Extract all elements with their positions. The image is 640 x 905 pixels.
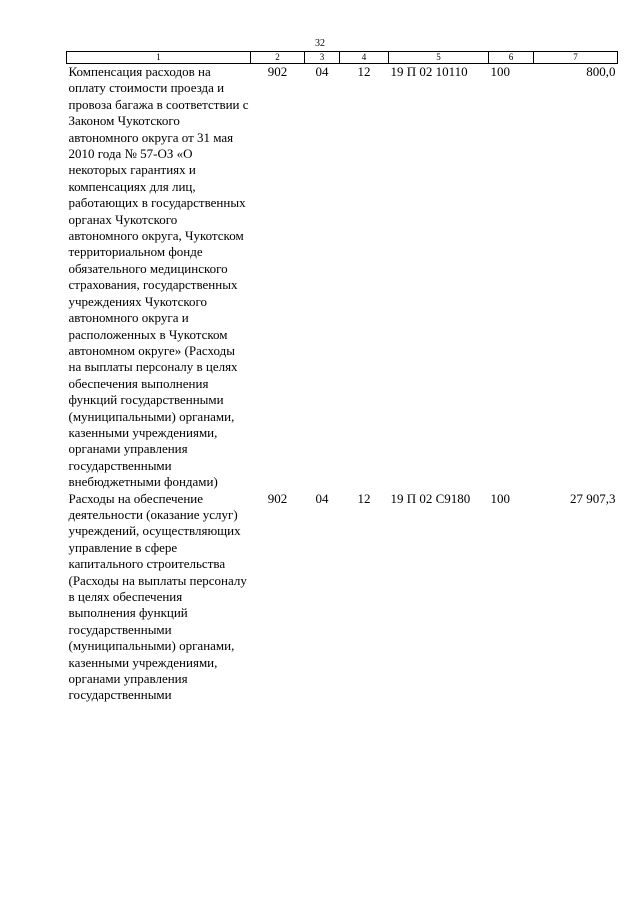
amount: 800,0 xyxy=(586,64,616,79)
expense-name: Компенсация расходов на оплату стоимости проезда и провоза багажа в соответствии с Законом Чукотского автономного округа от 31 мая 2010 года № 57-ОЗ «О некоторых гарантиях и компенсациях для лиц, работающих в государственных органах Чукотского автономного округа, Чукотском территориальном фонде обязательного медицинского страхования, государственных учреждениях Чукотского автономного округа и расположенных в Чукотском автономном округе» (Расходы на выплаты персоналу в целях обеспечения выполнения функций государственными (муниципальными) органами, казенными учреждениями, органами управления государственными внебюджетными фондами) xyxy=(68,64,249,490)
ministry-code: 902 xyxy=(267,490,288,506)
subsection-code: 12 xyxy=(357,64,371,79)
expense-type-code: 100 xyxy=(490,64,510,79)
column-header-1: 1 xyxy=(67,52,251,64)
ministry-code: 902 xyxy=(267,64,288,79)
column-header-6: 6 xyxy=(489,52,534,64)
table-row xyxy=(67,491,618,704)
column-header-2: 2 xyxy=(251,52,305,64)
expense-name: Расходы на обеспечение деятельности (оказание услуг) учреждений, осуществляющих управление в сфере капитального строительства (Расходы на выплаты персоналу в целях обеспечения выполнения функций государственными (муниципальными) органами, казенными учреждениями, органами управления государственными xyxy=(68,490,247,703)
expense-type-code: 100 xyxy=(490,490,510,506)
amount: 27 907,3 xyxy=(570,490,616,506)
section-code: 04 xyxy=(315,64,329,79)
table-row xyxy=(67,64,618,491)
table-header-row xyxy=(67,52,618,64)
column-header-5: 5 xyxy=(389,52,489,64)
column-header-7: 7 xyxy=(534,52,618,64)
column-header-3: 3 xyxy=(305,52,340,64)
target-code: 19 П 02 С9180 xyxy=(390,490,471,506)
column-header-4: 4 xyxy=(340,52,389,64)
budget-table xyxy=(66,51,618,704)
section-code: 04 xyxy=(315,490,329,506)
page-number: 32 xyxy=(315,38,325,49)
target-code: 19 П 02 10110 xyxy=(390,64,468,79)
subsection-code: 12 xyxy=(357,490,371,506)
